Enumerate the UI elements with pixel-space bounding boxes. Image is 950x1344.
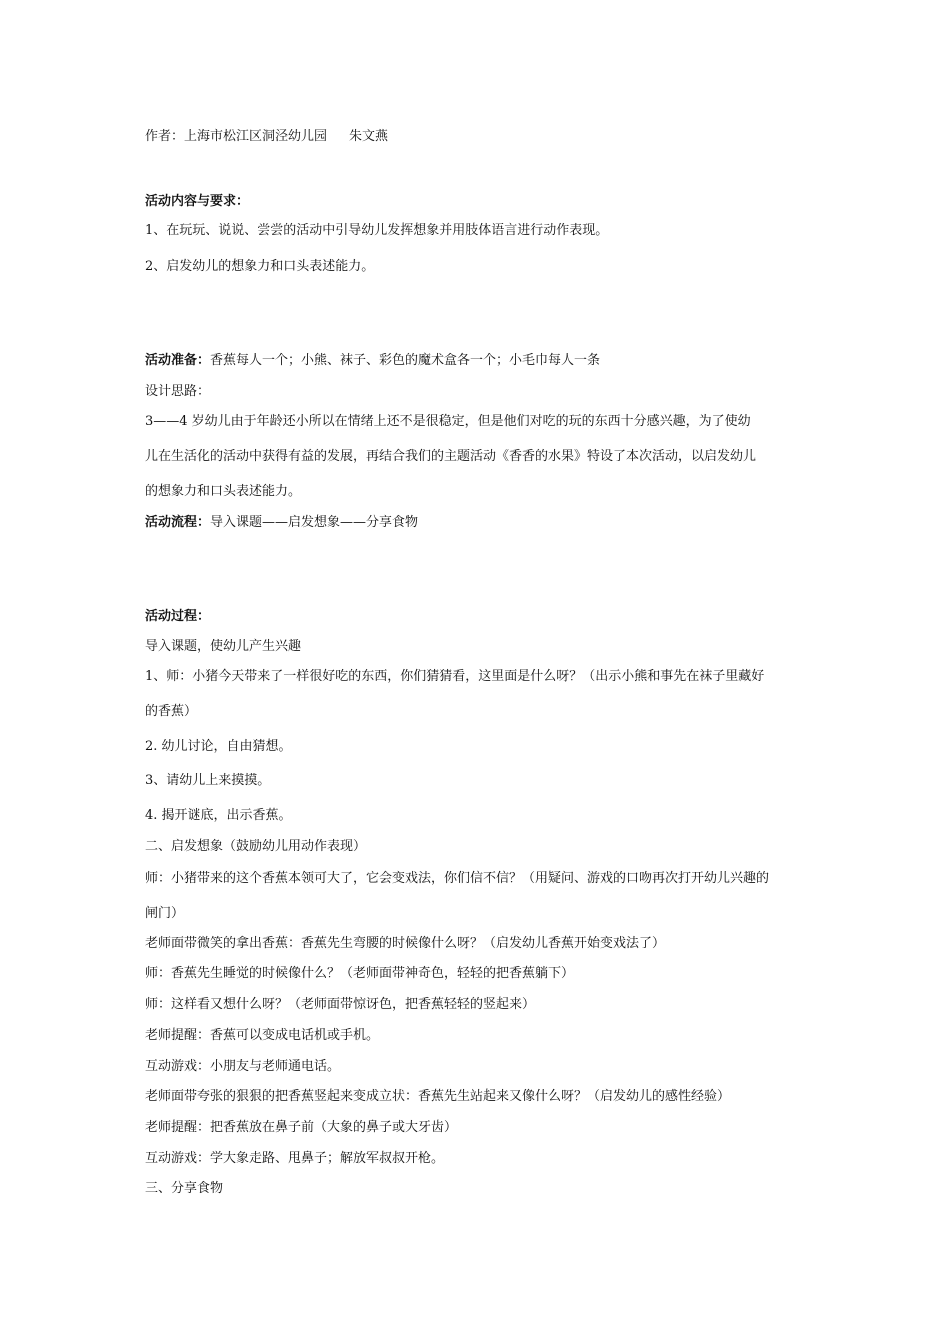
process-line: 1、师：小猪今天带来了一样很好吃的东西，你们猜猜看，这里面是什么呀？（出示小熊和事先在袜子里藏好 (145, 669, 765, 684)
flow-label: 活动流程： (145, 515, 211, 530)
process-line: 2. 幼儿讨论，自由猜想。 (145, 739, 292, 754)
process-line: 老师面带微笑的拿出香蕉：香蕉先生弯腰的时候像什么呀？（启发幼儿香蕉开始变戏法了） (145, 936, 666, 951)
section-heading: 二、启发想象（鼓励幼儿用动作表现） (145, 839, 367, 854)
preparation-line (145, 352, 600, 370)
section-heading: 三、分享食物 (145, 1181, 224, 1196)
preparation-label: 活动准备： (145, 353, 211, 368)
process-line: 老师面带夸张的狠狠的把香蕉竖起来变成立状：香蕉先生站起来又像什么呀？（启发幼儿的感性经验） (145, 1089, 731, 1104)
requirement-item: 1、在玩玩、说说、尝尝的活动中引导幼儿发挥想象并用肢体语言进行动作表现。 (145, 223, 609, 238)
author-person: 朱文燕 (349, 129, 389, 144)
preparation-text: 香蕉每人一个；小熊、袜子、彩色的魔术盒各一个；小毛巾每人一条 (210, 353, 601, 368)
requirements-heading: 活动内容与要求： (145, 194, 250, 209)
author-school: 上海市松江区洞泾幼儿园 (184, 129, 328, 144)
design-heading: 设计思路： (145, 384, 211, 399)
design-text-line: 3——4 岁幼儿由于年龄还小所以在情绪上还不是很稳定，但是他们对吃的玩的东西十分感兴趣，为了使幼 (145, 414, 751, 429)
process-line: 师：香蕉先生睡觉的时候像什么？（老师面带神奇色，轻轻的把香蕉躺下） (145, 966, 575, 981)
process-line: 互动游戏：小朋友与老师通电话。 (145, 1059, 341, 1074)
process-line: 互动游戏：学大象走路、甩鼻子；解放军叔叔开枪。 (145, 1151, 445, 1166)
process-line: 闸门） (145, 906, 185, 921)
design-text-line: 的想象力和口头表述能力。 (145, 484, 302, 499)
process-line: 4. 揭开谜底，出示香蕉。 (145, 808, 292, 823)
author-line (145, 128, 388, 146)
process-line: 老师提醒：香蕉可以变成电话机或手机。 (145, 1028, 380, 1043)
process-line: 导入课题，使幼儿产生兴趣 (145, 639, 302, 654)
process-line: 师：小猪带来的这个香蕉本领可大了，它会变戏法，你们信不信？（用疑问、游戏的口吻再次打开幼儿兴趣的 (145, 871, 770, 886)
process-heading: 活动过程： (145, 609, 211, 624)
requirement-item: 2、启发幼儿的想象力和口头表述能力。 (145, 259, 375, 274)
process-line: 3、请幼儿上来摸摸。 (145, 773, 271, 788)
process-line: 的香蕉） (145, 704, 198, 719)
flow-line (145, 514, 418, 532)
process-line: 师：这样看又想什么呀？（老师面带惊讶色，把香蕉轻轻的竖起来） (145, 997, 536, 1012)
design-text-line: 儿在生活化的活动中获得有益的发展，再结合我们的主题活动《香香的水果》特设了本次活动，以启发幼儿 (145, 449, 757, 464)
process-line: 老师提醒：把香蕉放在鼻子前（大象的鼻子或大牙齿） (145, 1120, 458, 1135)
flow-text: 导入课题——启发想象——分享食物 (210, 515, 419, 530)
author-label: 作者： (145, 129, 185, 144)
